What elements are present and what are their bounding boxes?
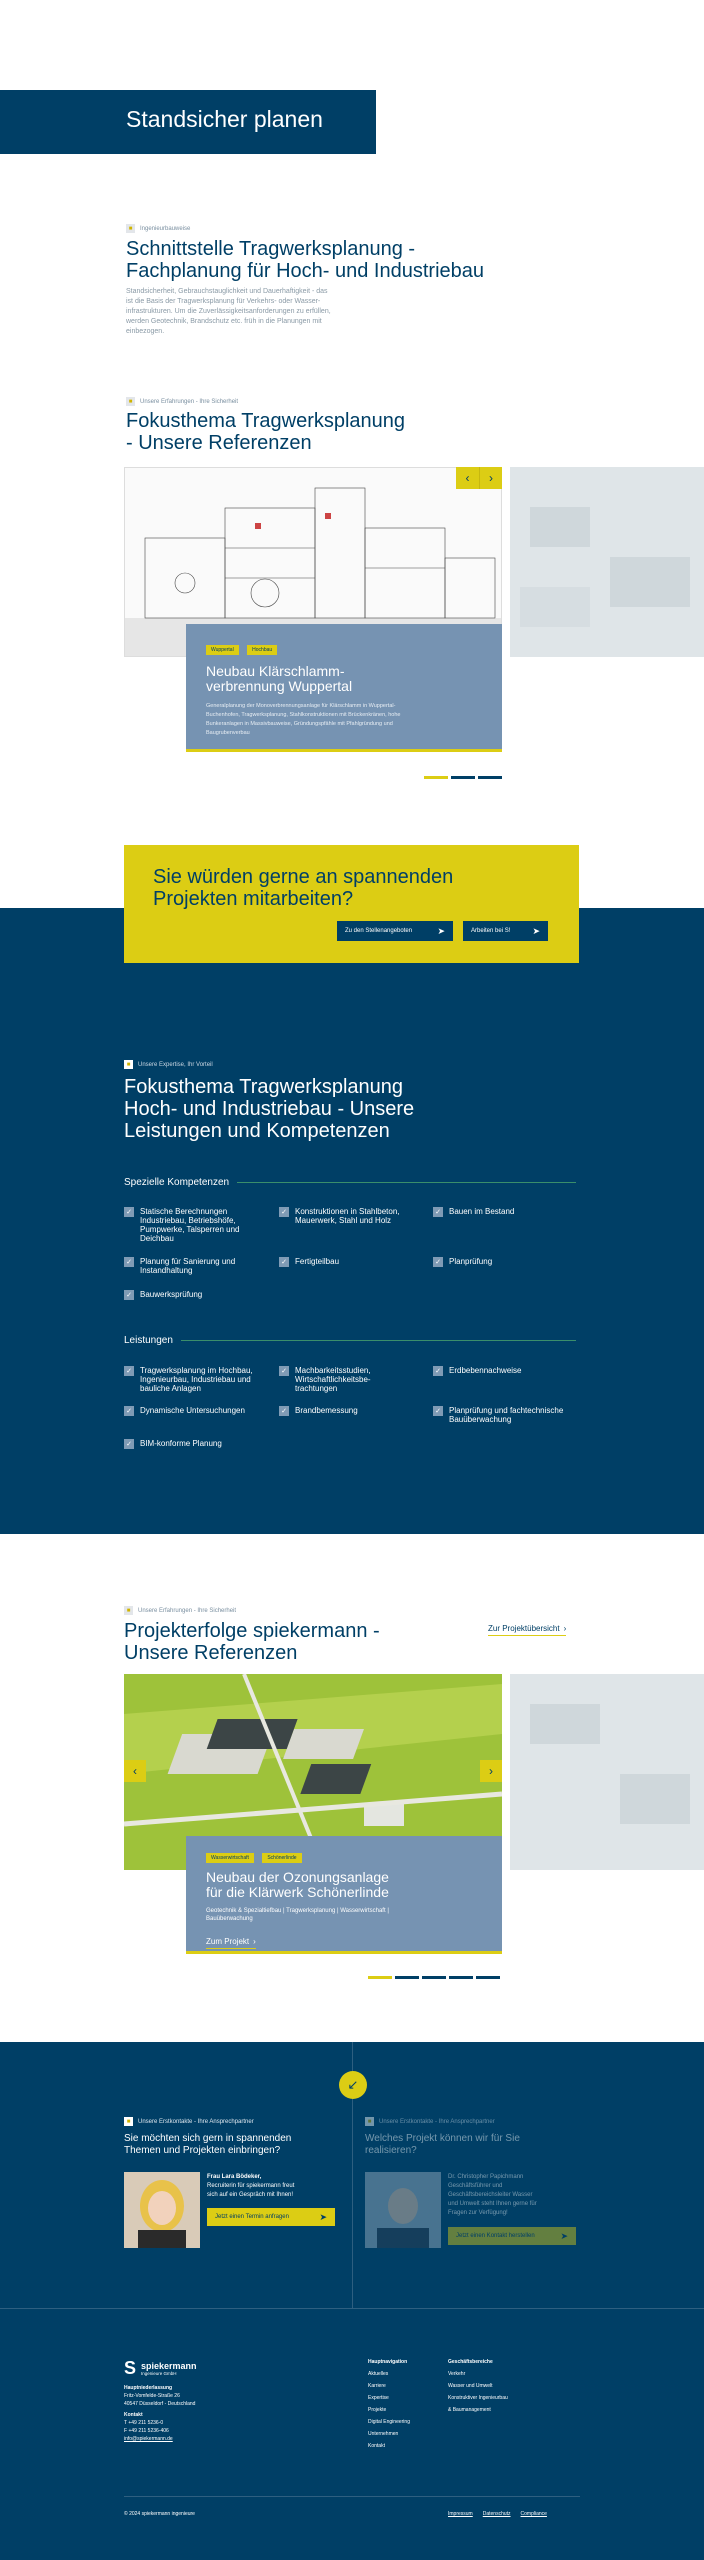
competency-item xyxy=(124,1439,269,1449)
check-icon: ✓ xyxy=(433,1207,443,1217)
competency-line: Pumpwerke, Talsperren und xyxy=(140,1225,240,1234)
appointment-button-label: Jetzt einen Termin anfragen xyxy=(215,2214,289,2220)
competency-line: Planprüfung und fachtechnische xyxy=(449,1406,564,1415)
intro-text-line: Standsicherheit, Gebrauchstauglichkeit und Dauerhaftigkeit - das xyxy=(126,288,328,295)
competency-item xyxy=(124,1257,269,1275)
aerial-photo xyxy=(510,467,704,657)
ref2-project-link[interactable] xyxy=(206,1937,256,1949)
avatar xyxy=(365,2172,441,2248)
badge: Wasserwirtschaft xyxy=(206,1853,254,1863)
work-at-button[interactable] xyxy=(463,921,548,941)
arrow-icon: ➤ xyxy=(437,925,445,936)
footer-nav-main xyxy=(368,2356,410,2452)
contact-label: Kontakt xyxy=(124,2412,143,2418)
competency-line: Fertigteilbau xyxy=(295,1257,340,1266)
card-title-line: für die Klärwerk Schönerlinde xyxy=(206,1884,389,1900)
pager-dot[interactable] xyxy=(395,1976,419,1979)
competency-label xyxy=(140,1290,202,1300)
ref2-next-slide-image xyxy=(510,1674,704,1870)
contact-title-line: Themen und Projekten einbringen? xyxy=(124,2145,281,2156)
work-at-button-label: Arbeiten bei S! xyxy=(471,928,511,934)
ref2-title-line: Projekterfolge spiekermann - xyxy=(124,1620,380,1642)
pager-dot[interactable] xyxy=(451,776,475,779)
card-title-line: verbrennung Wuppertal xyxy=(206,678,353,694)
cta-title-line: Sie würden gerne an spannenden xyxy=(153,866,454,888)
competency-item xyxy=(433,1366,578,1376)
competency-line: Erdbebennachweise xyxy=(449,1366,522,1375)
badge: Wuppertal xyxy=(206,645,239,655)
competency-label xyxy=(295,1257,339,1267)
divider xyxy=(181,1340,576,1341)
card-text-line: Bauüberwachung xyxy=(206,1916,253,1922)
ref1-title-line: - Unsere Referenzen xyxy=(126,432,312,454)
intro-title xyxy=(126,238,484,282)
check-icon: ✓ xyxy=(124,1290,134,1300)
logo-text xyxy=(141,2361,197,2376)
contact-left-tag xyxy=(124,2117,254,2126)
competency-item xyxy=(279,1366,424,1393)
competency-line: Machbarkeitsstudien, xyxy=(295,1366,371,1375)
aerial-photo xyxy=(510,1674,704,1870)
intro-tag xyxy=(126,224,190,233)
competency-label xyxy=(140,1257,235,1275)
competency-label xyxy=(140,1207,239,1243)
footer-nav-link[interactable]: Aktuelles xyxy=(368,2371,389,2377)
email-link[interactable]: info@spiekermann.de xyxy=(124,2436,173,2442)
competency-line: Industriebau, Betriebshöfe, xyxy=(140,1216,236,1225)
appointment-button[interactable] xyxy=(207,2208,335,2226)
intro-text xyxy=(126,287,331,337)
footer-nav-divisions xyxy=(448,2356,508,2416)
competency-item xyxy=(124,1207,269,1243)
expertise-tag xyxy=(124,1060,213,1069)
expertise-title xyxy=(124,1076,414,1142)
hero-title: Standsicher planen xyxy=(126,106,323,132)
chevron-right-icon[interactable]: › xyxy=(480,1760,502,1782)
tag-icon: ■ xyxy=(126,224,135,233)
competency-line: Planprüfung xyxy=(449,1257,493,1266)
ref1-badges xyxy=(206,638,482,656)
competency-item xyxy=(124,1406,269,1416)
check-icon: ✓ xyxy=(279,1207,289,1217)
competency-line: Mauerwerk, Stahl und Holz xyxy=(295,1216,392,1225)
footer-col-title: Hauptnavigation xyxy=(368,2359,408,2365)
intro-text-line: infrastrukturen. Um die Zuverlässigkeitsanforderungen zu erfüllen, xyxy=(126,308,331,315)
portrait-photo xyxy=(365,2172,441,2248)
footer-nav-link[interactable]: Expertise xyxy=(368,2395,389,2401)
footer-nav-link[interactable]: Karriere xyxy=(368,2383,386,2389)
tag-icon: ■ xyxy=(126,397,135,406)
footer-col-title: Geschäftsbereiche xyxy=(448,2359,493,2365)
pager-dot[interactable] xyxy=(478,776,502,779)
card-text-line: Buchenhofen, Tragwerksplanung, Stahlkonstruktionen mit Brückenkränen, hohe xyxy=(206,712,401,718)
contact-title-line: Welches Projekt können wir für Sie xyxy=(365,2133,520,2144)
contact-right-title xyxy=(365,2133,520,2157)
footer-nav-link[interactable]: Projekte xyxy=(368,2407,387,2413)
competency-label xyxy=(449,1257,492,1267)
footer-nav-link[interactable]: Verkehr xyxy=(448,2371,466,2377)
contact-left-title xyxy=(124,2133,291,2157)
card-title-line: Neubau Klärschlamm- xyxy=(206,663,345,679)
pager-dot-active[interactable] xyxy=(424,776,448,779)
project-link-label: Zum Projekt xyxy=(206,1937,250,1946)
footer-nav-link[interactable]: Konstruktiver Ingenieurbau xyxy=(448,2395,508,2401)
competency-line: Bauüberwachung xyxy=(449,1415,512,1424)
ref2-card-text xyxy=(206,1907,482,1923)
ref2-pager xyxy=(368,1966,503,1984)
competency-line: Tragwerksplanung im Hochbau, xyxy=(140,1366,253,1375)
tag-icon: ■ xyxy=(365,2117,374,2126)
footer-nav-link[interactable]: Digital Engineering xyxy=(368,2419,410,2425)
check-icon: ✓ xyxy=(433,1406,443,1416)
competency-label xyxy=(140,1439,222,1449)
chevron-left-icon[interactable]: ‹ xyxy=(456,467,479,489)
pager-dot[interactable] xyxy=(422,1976,446,1979)
intro-text-line: einbezogen. xyxy=(126,328,165,335)
check-icon: ✓ xyxy=(279,1366,289,1376)
copyright: © 2024 spiekermann ingenieure xyxy=(124,2511,195,2517)
divider xyxy=(237,1182,576,1183)
competency-line: Bauen im Bestand xyxy=(449,1207,515,1216)
pager-dot[interactable] xyxy=(449,1976,473,1979)
contact-button-label: Jetzt einen Kontakt herstellen xyxy=(456,2233,535,2239)
legal-link[interactable]: Datenschutz xyxy=(482,2511,511,2517)
card-text-line: Baugrubenverbau xyxy=(206,730,250,736)
contact-role-line: sich auf ein Gespräch mit Ihnen! xyxy=(207,2192,294,2198)
competency-line: Bauwerksprüfung xyxy=(140,1290,203,1299)
project-overview-link[interactable] xyxy=(488,1624,566,1636)
tag-icon: ■ xyxy=(124,2117,133,2126)
competency-line: Ingenieurbau, Industriebau und xyxy=(140,1375,251,1384)
expertise-title-line: Hoch- und Industriebau - Unsere xyxy=(124,1098,415,1120)
contact-role-line: Fragen zur Verfügung! xyxy=(448,2210,508,2216)
footer-col-links xyxy=(368,2368,410,2452)
logo-name: spiekermann xyxy=(141,2361,197,2371)
competency-label xyxy=(140,1366,253,1393)
competency-item xyxy=(433,1406,578,1424)
footer-nav-link[interactable]: Kontakt xyxy=(368,2443,385,2449)
expertise-tag-label: Unsere Expertise, Ihr Vorteil xyxy=(138,1061,213,1068)
pager-dot[interactable] xyxy=(476,1976,500,1979)
contact-left-tag-label: Unsere Erstkontakte - Ihre Ansprechpartner xyxy=(138,2118,254,2125)
card-text-line: Generalplanung der Monoverbrennungsanlage für Klärschlamm in Wuppertal- xyxy=(206,703,396,709)
contact-role-line: und Umwelt steht Ihnen gerne für xyxy=(448,2201,537,2207)
competency-label xyxy=(449,1207,514,1217)
footer-col-links xyxy=(448,2368,508,2416)
competency-line: BIM-konforme Planung xyxy=(140,1439,222,1448)
phone[interactable]: T +49 211 5236-0 xyxy=(124,2420,164,2426)
footer-nav-link[interactable]: Unternehmen xyxy=(368,2431,399,2437)
services-heading xyxy=(124,1335,576,1346)
avatar xyxy=(124,2172,200,2248)
card-text-line: Geotechnik & Spezialtiefbau | Tragwerksplanung | Wasserwirtschaft | xyxy=(206,1908,389,1914)
ref1-card-title xyxy=(206,664,482,694)
competency-label xyxy=(295,1406,358,1416)
competency-item xyxy=(433,1257,578,1267)
footer-address xyxy=(124,2384,195,2443)
contact-right-tag xyxy=(365,2117,495,2126)
logo-sub: Ingenieure GmbH xyxy=(141,2371,177,2376)
competency-line: Planung für Sanierung und xyxy=(140,1257,236,1266)
check-icon: ✓ xyxy=(124,1439,134,1449)
competency-item xyxy=(279,1207,424,1225)
competency-item xyxy=(433,1207,578,1217)
intro-tag-label: Ingenieurbauweise xyxy=(140,225,191,232)
check-icon: ✓ xyxy=(124,1207,134,1217)
badge: Schönerlinde xyxy=(262,1853,301,1863)
tag-icon: ■ xyxy=(124,1060,133,1069)
competency-label xyxy=(449,1406,563,1424)
competencies-heading-label: Spezielle Kompetenzen xyxy=(124,1177,230,1188)
competency-line: Dynamische Untersuchungen xyxy=(140,1406,245,1415)
chevron-right-icon: › xyxy=(253,1937,256,1946)
ref1-card-text xyxy=(206,702,482,738)
competency-item xyxy=(279,1257,424,1267)
ref1-title-line: Fokusthema Tragwerksplanung xyxy=(126,410,406,432)
contact-name: Dr. Christopher Papichmann xyxy=(448,2174,524,2180)
intro-text-line: ist die Basis der Tragwerksplanung für Verkehrs- oder Wasser- xyxy=(126,298,321,305)
card-title-line: Neubau der Ozonungsanlage xyxy=(206,1869,389,1885)
ref2-title xyxy=(124,1620,380,1664)
check-icon: ✓ xyxy=(433,1257,443,1267)
ref2-tag-label: Unsere Erfahrungen - Ihre Sicherheit xyxy=(138,1607,237,1614)
contact-title-line: Sie möchten sich gern in spannenden xyxy=(124,2133,292,2144)
logo-mark-icon: S xyxy=(124,2358,137,2378)
competency-line: Instandhaltung xyxy=(140,1266,193,1275)
fax: F +49 211 5236-406 xyxy=(124,2428,169,2434)
contact-title-line: realisieren? xyxy=(365,2145,417,2156)
ref2-card-title xyxy=(206,1870,482,1900)
legal-links xyxy=(448,2508,547,2520)
jobs-button[interactable] xyxy=(337,921,453,941)
competency-line: bauliche Anlagen xyxy=(140,1384,201,1393)
intro-text-line: werden Geotechnik, Brandschutz etc. früh in die Planungen mit xyxy=(126,318,322,325)
chevron-right-icon: › xyxy=(563,1624,567,1633)
contact-role-line: Recruiterin für spiekermann freut xyxy=(207,2183,295,2189)
card-text-line: Bunkeranlagen in Massivbauweise, Gründungspfähle mit Pfahlgründung und xyxy=(206,721,393,727)
competency-label xyxy=(449,1366,522,1376)
contact-button[interactable] xyxy=(448,2227,576,2245)
jobs-button-label: Zu den Stellenangeboten xyxy=(345,928,413,934)
competency-line: Statische Berechnungen xyxy=(140,1207,228,1216)
check-icon: ✓ xyxy=(124,1406,134,1416)
divider xyxy=(0,2308,704,2309)
check-icon: ✓ xyxy=(124,1366,134,1376)
arrow-icon: ➤ xyxy=(532,925,540,936)
legal-link[interactable]: Impressum xyxy=(448,2511,473,2517)
intro-title-line: Fachplanung für Hoch- und Industriebau xyxy=(126,260,485,282)
cta-title-line: Projekten mitarbeiten? xyxy=(153,888,354,910)
tag-icon: ■ xyxy=(124,1606,133,1615)
arrow-icon: ➤ xyxy=(319,2211,327,2222)
hq-line: 40547 Düsseldorf - Deutschland xyxy=(124,2401,196,2407)
chevron-left-icon[interactable]: ‹ xyxy=(124,1760,146,1782)
check-icon: ✓ xyxy=(279,1257,289,1267)
competency-label xyxy=(295,1207,400,1225)
contact-role-line: Geschäftsführer und xyxy=(448,2183,503,2189)
competency-line: Wirtschaftlichkeitsbe- xyxy=(295,1375,371,1384)
check-icon: ✓ xyxy=(433,1366,443,1376)
cta-title xyxy=(153,866,453,910)
competencies-heading xyxy=(124,1177,576,1188)
ref1-next-slide-image xyxy=(510,467,704,657)
competency-line: Brandbemessung xyxy=(295,1406,358,1415)
ref1-nav xyxy=(456,467,502,489)
portrait-photo xyxy=(124,2172,200,2248)
footer-nav-link[interactable]: & Baumanagement xyxy=(448,2407,491,2413)
contact-role-line: Geschäftsbereichsleiter Wasser xyxy=(448,2192,533,2198)
ref1-tag-label: Unsere Erfahrungen - Ihre Sicherheit xyxy=(140,398,239,405)
arrow-down-left-icon: ↙ xyxy=(339,2071,367,2099)
ref1-tag xyxy=(126,397,238,406)
services-heading-label: Leistungen xyxy=(124,1335,173,1346)
contact-name: Frau Lara Bödeker, xyxy=(207,2174,262,2180)
ref2-card[interactable] xyxy=(186,1836,502,1954)
competency-label xyxy=(295,1366,371,1393)
competency-line: trachtungen xyxy=(295,1384,338,1393)
legal-link[interactable]: Compliance xyxy=(520,2511,547,2517)
arrow-icon: ➤ xyxy=(560,2230,568,2241)
expertise-title-line: Leistungen und Kompetenzen xyxy=(124,1120,390,1142)
contact-right-info xyxy=(448,2173,537,2218)
ref1-pager xyxy=(424,766,505,784)
expertise-title-line: Fokusthema Tragwerksplanung xyxy=(124,1076,404,1098)
divider xyxy=(124,2496,580,2497)
contact-left-info xyxy=(207,2173,294,2200)
hq-line: Fritz-Vomfelde-Straße 26 xyxy=(124,2393,180,2399)
competency-item xyxy=(124,1366,269,1393)
competency-item xyxy=(124,1290,269,1300)
competency-line: Deichbau xyxy=(140,1234,174,1243)
project-overview-link-label: Zur Projektübersicht xyxy=(488,1624,560,1633)
contact-right-tag-label: Unsere Erstkontakte - Ihre Ansprechpartner xyxy=(379,2118,495,2125)
competency-label xyxy=(140,1406,245,1416)
ref1-card[interactable] xyxy=(186,624,502,752)
ref2-tag xyxy=(124,1606,236,1615)
competency-line: Konstruktionen in Stahlbeton, xyxy=(295,1207,400,1216)
check-icon: ✓ xyxy=(124,1257,134,1267)
chevron-right-icon[interactable]: › xyxy=(479,467,502,489)
competency-item xyxy=(279,1406,424,1416)
check-icon: ✓ xyxy=(279,1406,289,1416)
badge: Hochbau xyxy=(247,645,277,655)
ref1-title xyxy=(126,410,405,454)
ref2-badges xyxy=(206,1846,482,1864)
intro-title-line: Schnittstelle Tragwerksplanung - xyxy=(126,238,416,260)
footer-logo[interactable] xyxy=(124,2358,197,2379)
ref2-title-line: Unsere Referenzen xyxy=(124,1642,298,1664)
hq-label: Hauptniederlassung xyxy=(124,2385,173,2391)
footer-nav-link[interactable]: Wasser und Umwelt xyxy=(448,2383,493,2389)
pager-dot-active[interactable] xyxy=(368,1976,392,1979)
